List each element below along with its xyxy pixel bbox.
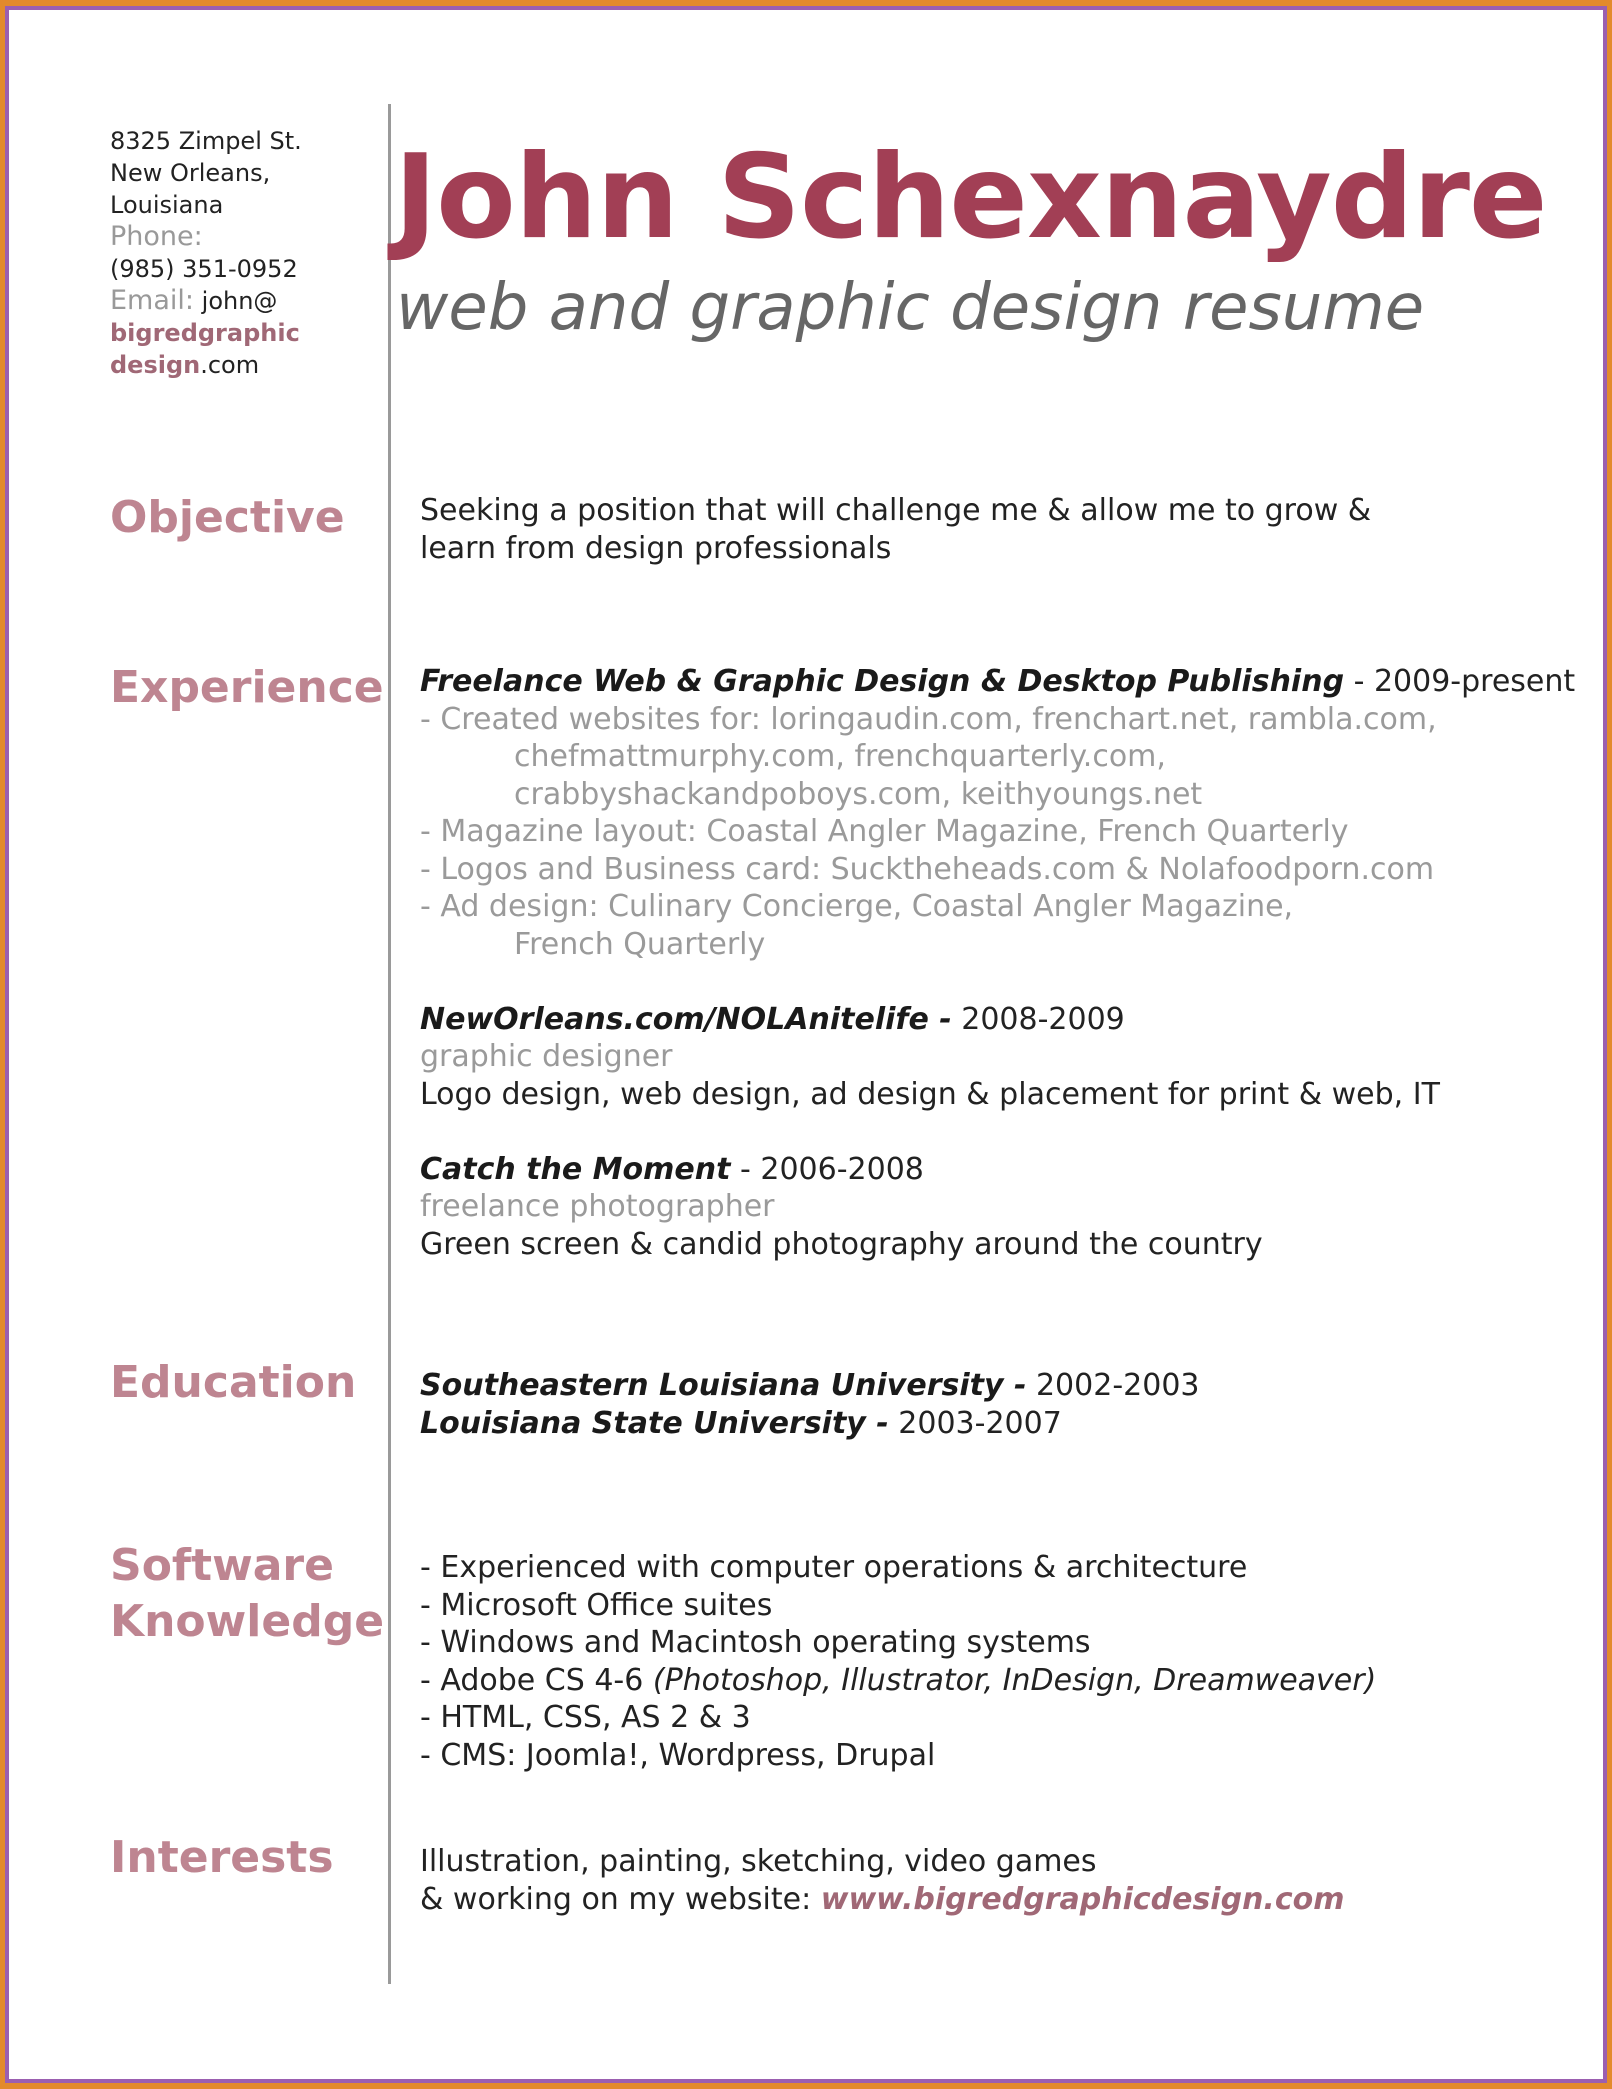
job-description: Logo design, web design, ad design & placement for print & web, IT — [420, 1076, 1440, 1112]
job-title: Catch the Moment — [420, 1151, 731, 1187]
contact-state: Louisiana — [110, 191, 224, 219]
resume-subtitle: web and graphic design resume — [396, 271, 1425, 345]
school-dates: 2002-2003 — [1026, 1368, 1200, 1403]
objective-line: Seeking a position that will challenge me & allow me to grow & — [420, 493, 1372, 528]
school-name: Louisiana State University - — [420, 1405, 889, 1441]
software-section — [420, 1549, 1560, 1774]
contact-email-line — [110, 285, 380, 317]
objective-text — [420, 492, 1560, 567]
website-link[interactable]: www.bigredgraphicdesign.com — [820, 1881, 1345, 1917]
education-section — [420, 1367, 1560, 1442]
interests-line — [420, 1881, 1560, 1919]
job-description: Green screen & candid photography around the country — [420, 1226, 1263, 1262]
email-domain-1: bigredgraphic — [110, 319, 300, 347]
vertical-divider — [388, 104, 391, 1984]
job-dates: - 2006-2008 — [730, 1151, 924, 1187]
interests-prefix: & working on my website: — [420, 1881, 821, 1917]
heading-interests: Interests — [110, 1832, 334, 1883]
job-detail-line: crabbyshackandpoboys.com, keithyoungs.net — [514, 776, 1203, 812]
software-item: - Microsoft Office suites — [420, 1587, 773, 1623]
job-detail-line: French Quarterly — [514, 926, 766, 962]
school-dates: 2003-2007 — [888, 1405, 1062, 1441]
job-role: freelance photographer — [420, 1189, 775, 1224]
heading-software-line: Software — [110, 1540, 334, 1591]
software-item: - Adobe CS 4-6 — [420, 1662, 653, 1698]
experience-section — [420, 663, 1576, 1263]
adobe-detail: (Photoshop, Illustrator, InDesign, Dreamweaver) — [652, 1662, 1377, 1698]
job-detail-line: - Logos and Business card: Sucktheheads.com & Nolafoodporn.com — [420, 851, 1435, 887]
education-entry — [420, 1367, 1560, 1405]
job-detail-line: - Magazine layout: Coastal Angler Magazine, French Quarterly — [420, 814, 1349, 849]
job-title: Freelance Web & Graphic Design & Desktop Publishing — [420, 664, 1345, 699]
heading-software-line: Knowledge — [110, 1596, 385, 1647]
heading-objective: Objective — [110, 492, 345, 543]
contact-phone: (985) 351-0952 — [110, 255, 298, 283]
job-role: graphic designer — [420, 1039, 673, 1074]
email-tld: .com — [200, 351, 260, 379]
software-item: - HTML, CSS, AS 2 & 3 — [420, 1700, 751, 1735]
job-detail-line: - Created websites for: loringaudin.com, frenchart.net, rambla.com, — [420, 701, 1437, 737]
contact-street: 8325 Zimpel St. — [110, 127, 302, 155]
objective-line: learn from design professionals — [420, 530, 892, 566]
heading-education: Education — [110, 1357, 357, 1408]
software-item: - CMS: Joomla!, Wordpress, Drupal — [420, 1737, 936, 1773]
software-item: - Experienced with computer operations & architecture — [420, 1550, 1248, 1585]
email-user: john@ — [201, 287, 278, 315]
email-domain-line — [110, 349, 380, 381]
job-title: NewOrleans.com/NOLAnitelife - — [420, 1001, 952, 1037]
job-header — [420, 663, 1576, 701]
contact-city: New Orleans, — [110, 159, 271, 187]
email-label: Email: — [110, 285, 195, 316]
interests-line: Illustration, painting, sketching, video games — [420, 1844, 1097, 1879]
job-dates: 2008-2009 — [951, 1001, 1125, 1037]
contact-block — [110, 125, 380, 381]
software-item: - Windows and Macintosh operating systems — [420, 1625, 1091, 1660]
job-detail-line: - Ad design: Culinary Concierge, Coastal Angler Magazine, — [420, 889, 1294, 924]
job-dates: - 2009-present — [1344, 664, 1576, 699]
interests-section — [420, 1843, 1560, 1918]
resume-name: John Schexnaydre — [394, 130, 1547, 265]
email-domain-2: design — [110, 351, 201, 379]
school-name: Southeastern Louisiana University - — [420, 1368, 1027, 1403]
education-entry — [420, 1405, 1560, 1443]
job-header — [420, 1001, 1560, 1039]
heading-experience: Experience — [110, 662, 384, 713]
heading-software — [110, 1538, 385, 1650]
job-header — [420, 1151, 1560, 1189]
phone-label: Phone: — [110, 221, 203, 252]
job-detail-line: chefmattmurphy.com, frenchquarterly.com, — [514, 739, 1166, 774]
software-item-adobe — [420, 1662, 1560, 1700]
